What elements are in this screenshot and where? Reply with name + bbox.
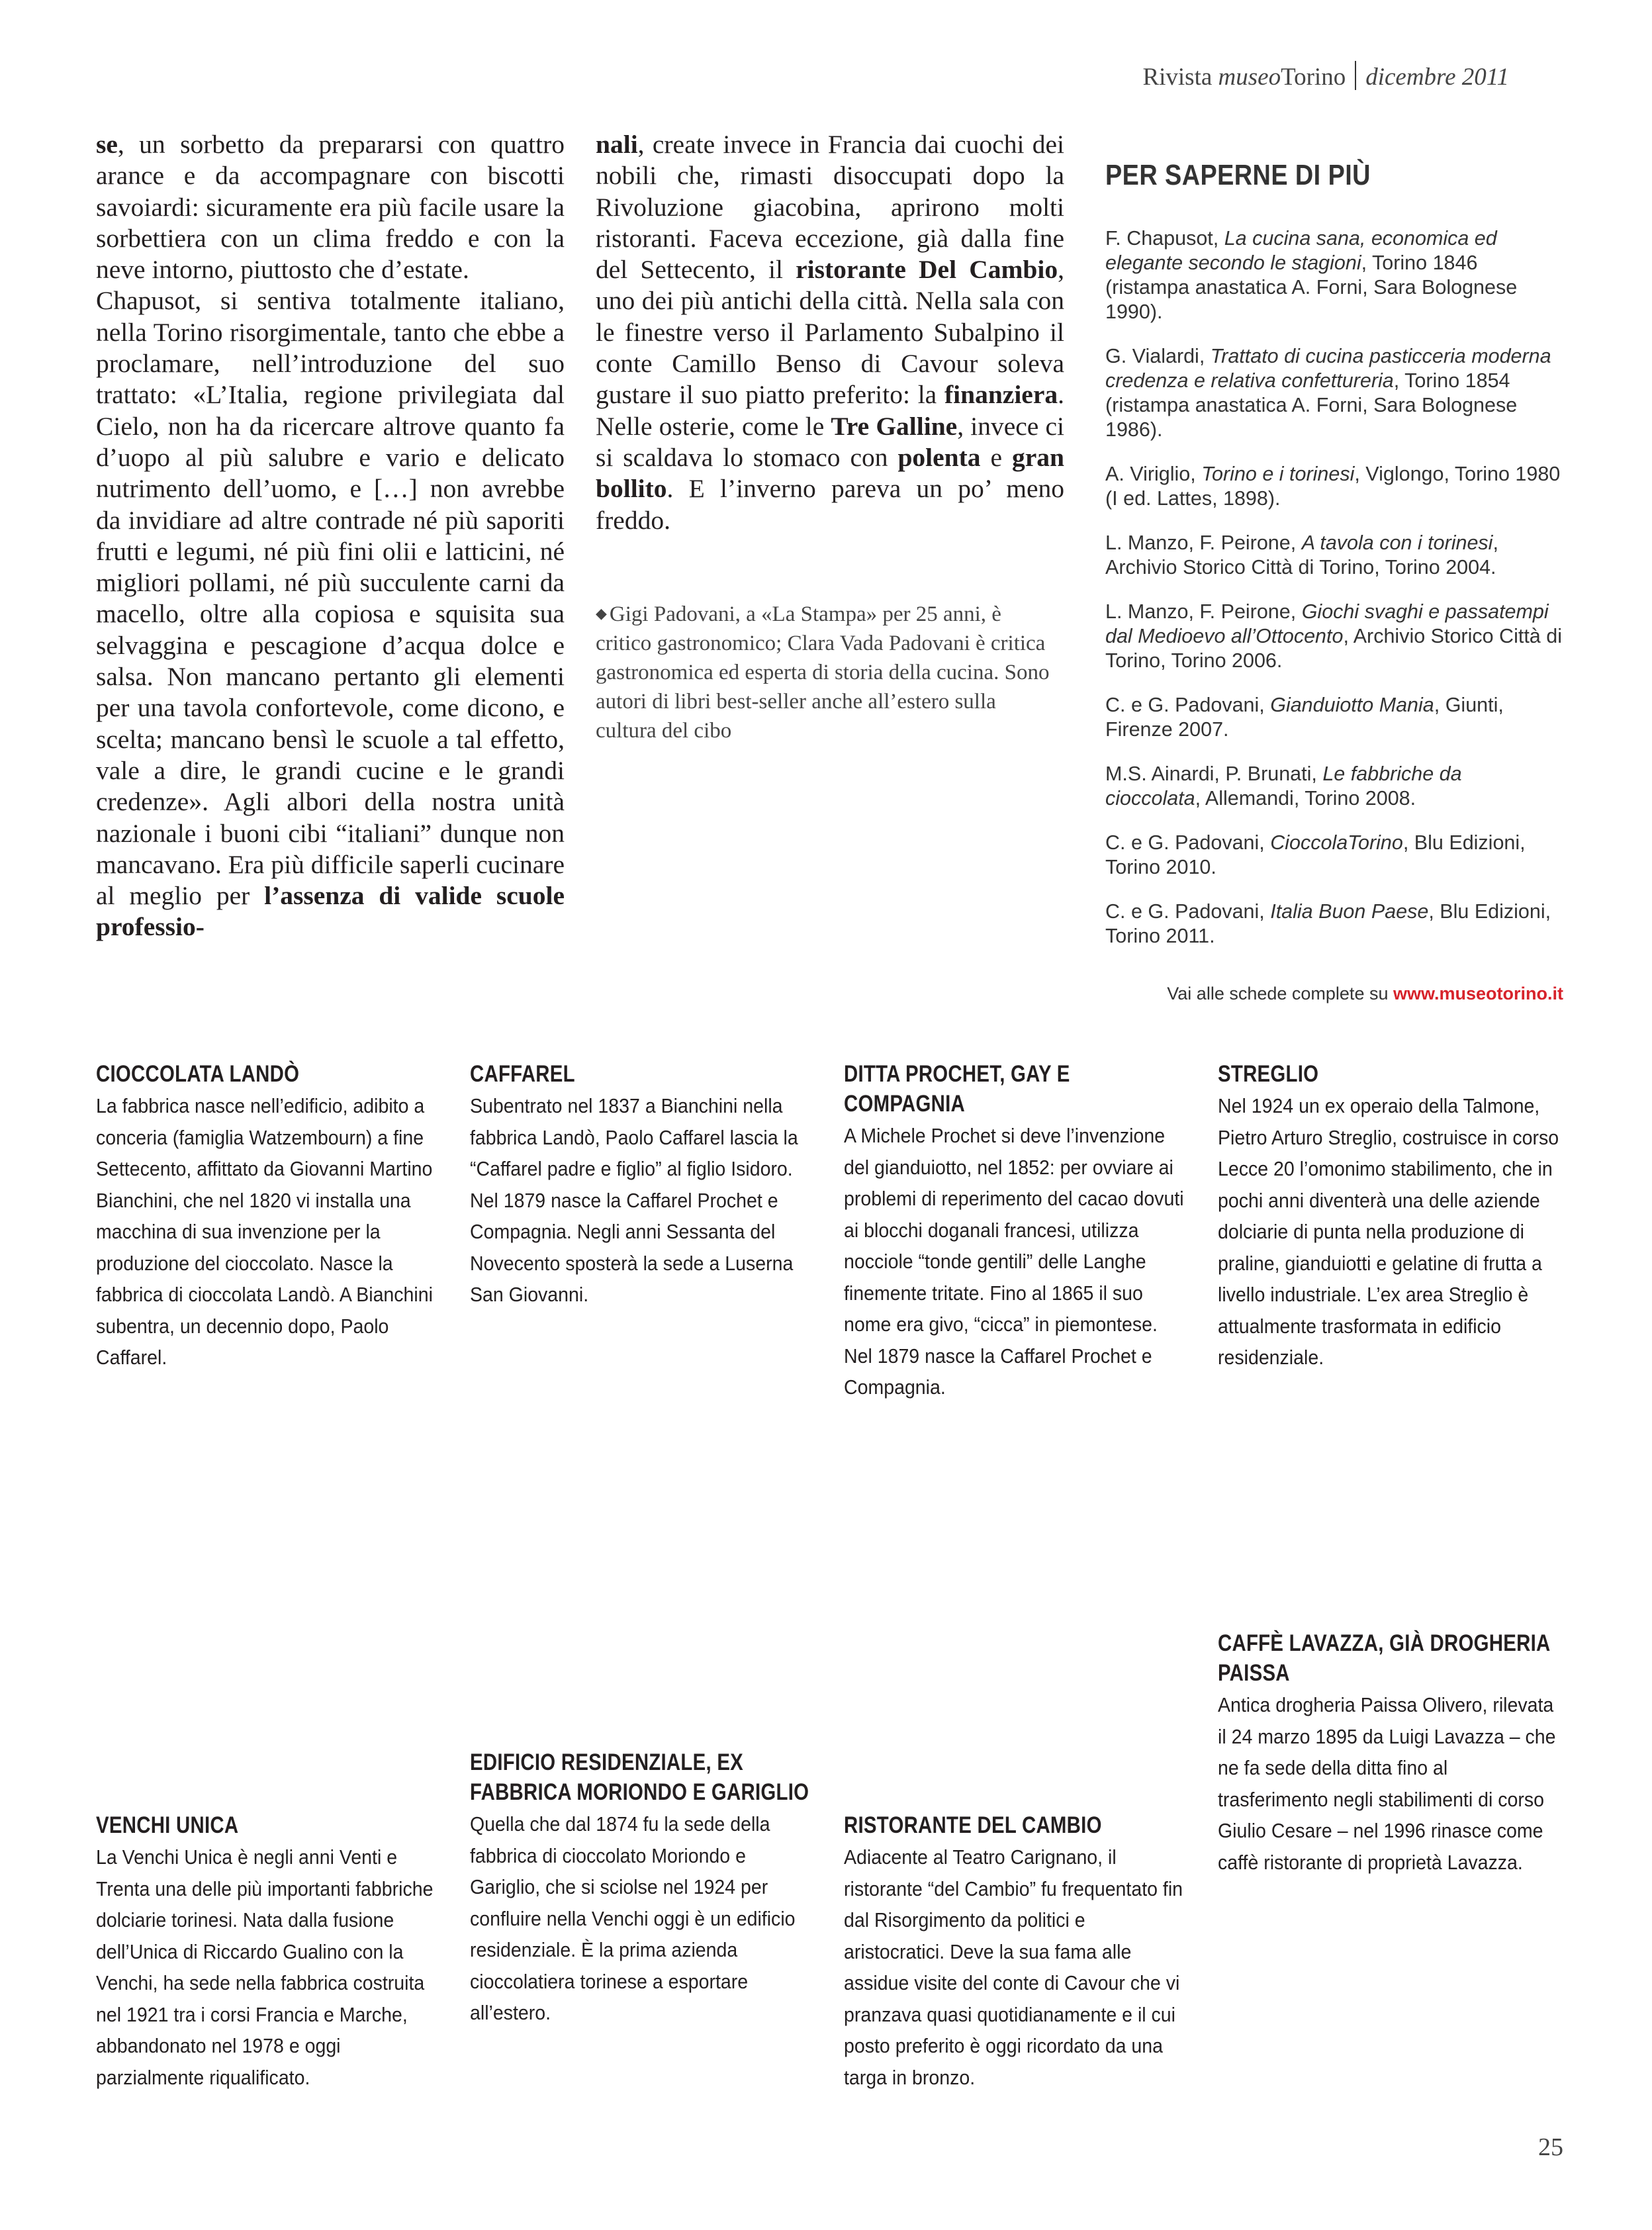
card-title: EDIFICIO RESIDENZIALE, EX FABBRICA MORIONDO E GARIGLIO (470, 1749, 809, 1805)
book-title: Trattato di cucina pasticceria moderna credenza e relativa confettureria (1105, 345, 1551, 392)
card-title: CIOCCOLATA LANDÒ (96, 1061, 300, 1087)
magazine-header (1142, 61, 1509, 91)
bibliography-item (1105, 600, 1562, 673)
text-run: M.S. Ainardi, P. Brunati, (1105, 763, 1323, 785)
book-title: Le fabbriche da cioccolata (1105, 763, 1462, 810)
text-run: , uno dei più antichi della città. Nella sala con le finestre verso il Parlamento Subalpino il conte Camillo Benso di Cavour soleva gustare il suo piatto preferito: la (596, 255, 1064, 410)
text-run: , Blu Edizioni, Torino 2011. (1105, 900, 1551, 947)
paragraph (96, 129, 565, 285)
book-title: A tavola con i torinesi (1301, 532, 1493, 554)
card-text: Antica drogheria Paissa Olivero, rilevata il 24 marzo 1895 da Luigi Lavazza – che ne fa sede della ditta fino al trasferimento negli stabilimenti di corso Giulio Cesare – nel 1996 rinasce come caffè ristorante di proprietà Lavazza. (1218, 1693, 1556, 1874)
card-ristorante-cambio (844, 1810, 1188, 2093)
text-run: L. Manzo, F. Peirone, (1105, 600, 1302, 623)
text-run: C. e G. Padovani, (1105, 900, 1271, 923)
card-text: Subentrato nel 1837 a Bianchini nella fabbrica Landò, Paolo Caffarel lascia la “Caffarel padre e figlio” al figlio Isidoro. Nel 1879 nasce la Caffarel Prochet e Compagnia. Negli anni Sessanta del Novecento sposterà la sede a Luserna San Giovanni. (470, 1094, 798, 1306)
text-run: , Allemandi, Torino 2008. (1195, 787, 1416, 810)
bibliography-item (1105, 344, 1562, 442)
book-title: La cucina sana, economica ed elegante secondo le stagioni (1105, 227, 1497, 274)
bold-text: nali (596, 130, 638, 159)
bibliography-item (1105, 762, 1562, 811)
card-ditta-prochet (844, 1059, 1188, 1403)
book-title: Giochi svaghi e passatempi dal Medioevo all’Ottocento (1105, 600, 1549, 647)
paragraph (596, 129, 1064, 536)
magazine-name-suffix: Torino (1281, 64, 1346, 91)
bibliography-item (1105, 831, 1562, 880)
book-title: Italia Buon Paese (1270, 900, 1429, 923)
card-caffarel (470, 1059, 814, 1311)
paragraph (96, 285, 565, 943)
text-run: . Nelle osterie, come le (596, 380, 1064, 441)
card-title: DITTA PROCHET, GAY E COMPAGNIA (844, 1061, 1070, 1117)
article-column-1 (96, 129, 565, 943)
text-run: e (980, 442, 1012, 472)
author-note (596, 599, 1059, 745)
author-note-text: Gigi Padovani, a «La Stampa» per 25 anni, è critico gastronomico; Clara Vada Padovani è critica gastronomica ed esperta di storia della cucina. Sono autori di libri best-seller anche all’estero sulla cultura del cibo (596, 602, 1050, 743)
book-title: Torino e i torinesi (1201, 463, 1355, 485)
website-link[interactable]: www.museotorino.it (1393, 984, 1563, 1003)
diamond-icon: ◆ (596, 605, 607, 622)
text-run: , invece ci si scaldava lo stomaco con (596, 411, 1064, 472)
card-title: CAFFAREL (470, 1061, 575, 1087)
bold-text: se (96, 130, 118, 159)
card-text: La fabbrica nasce nell’edificio, adibito a conceria (famiglia Watzembourn) a fine Settecento, affittato da Giovanni Martino Bianchini, che nel 1820 vi installa una macchina di sua invenzione per la produzione del cioccolato. Nasce la fabbrica di cioccolata Landò. A Bianchini subentra, un decennio dopo, Paolo Caffarel. (96, 1094, 433, 1369)
magazine-name-prefix: Rivista (1142, 64, 1218, 91)
card-title: RISTORANTE DEL CAMBIO (844, 1812, 1102, 1838)
text-run: L. Manzo, F. Peirone, (1105, 532, 1302, 554)
bibliography-item (1105, 900, 1562, 949)
card-edificio-moriondo (470, 1747, 814, 2029)
text-run: C. e G. Padovani, (1105, 694, 1271, 716)
text-run: . E l’inverno pareva un po’ meno freddo. (596, 474, 1064, 535)
bold-text: l’assenza di valide scuole professio- (96, 881, 565, 942)
bibliography (1105, 159, 1562, 968)
text-run: , Torino 1854 (ristampa anastatica A. Forni, Sara Bolognese 1986). (1105, 369, 1518, 441)
page-number: 25 (1538, 2133, 1563, 2161)
card-text: Nel 1924 un ex operaio della Talmone, Pietro Arturo Streglio, costruisce in corso Lecce 20 l’omonimo stabilimento, che in pochi anni diventerà una delle aziende dolciarie di punta nella produzione di praline, gianduiotti e gelatine di frutta a livello industriale. L’ex area Streglio è attualmente trasformata in edificio residenziale. (1218, 1094, 1559, 1369)
text-run: , Blu Edizioni, Torino 2010. (1105, 831, 1526, 878)
card-title: CAFFÈ LAVAZZA, GIÀ DROGHERIA PAISSA (1218, 1630, 1550, 1686)
text-run: , Archivio Storico Città di Torino, Torino 2004. (1105, 532, 1498, 579)
text-run: C. e G. Padovani, (1105, 831, 1271, 854)
bold-text: polenta (897, 442, 981, 472)
card-title: STREGLIO (1218, 1061, 1319, 1087)
card-text: La Venchi Unica è negli anni Venti e Trenta una delle più importanti fabbriche dolciarie torinesi. Nata dalla fusione dell’Unica di Riccardo Gualino con la Venchi, ha sede nella fabbrica costruita nel 1921 tra i corsi Francia e Marche, abbandonato nel 1978 e oggi parzialmente riqualificato. (96, 1845, 434, 2089)
bibliography-item (1105, 693, 1562, 742)
website-link-prefix: Vai alle schede complete su (1167, 984, 1393, 1003)
bibliography-list (1105, 226, 1562, 949)
bold-text: Tre Galline (831, 411, 958, 441)
text-run: Chapusot, si sentiva totalmente italiano, nella Torino risorgimentale, tanto che ebbe a proclamare, nell’introduzione del suo trattato: «L’Italia, regione privilegiata dal Cielo, non ha da ricercare altrove quanto fa d’uopo al più salubre e vario e delicato nutrimento dell’uomo, e […] non avrebbe da invidiare ad altre contrade né più saporiti frutti e legumi, né più fini olii e latticini, né migliori pollami, né più succulente carni da macello, oltre alla copiosa e squisita sua selvaggina e pescagione d’acqua dolce e salsa. Non mancano pertanto gli elementi per una tavola confortevole, come dicono, e scelta; mancano bensì le scuole a tal effetto, vale a dire, le grandi cucine e le grandi credenze». Agli albori della nostra unità nazionale i buoni cibi “italiani” dunque non mancavano. Era più difficile saperli cucinare al meglio per (96, 286, 565, 911)
text-run: , Torino 1846 (ristampa anastatica A. Forni, Sara Bolognese 1990). (1105, 252, 1518, 323)
bold-text: finanziera (944, 380, 1058, 410)
card-venchi-unica (96, 1810, 440, 2093)
card-text: A Michele Prochet si deve l’invenzione del gianduiotto, nel 1852: per ovviare ai problemi di reperimento del cacao dovuti ai blocchi doganali francesi, utilizza nocciole “tonde gentili” delle Langhe finemente tritate. Fino al 1865 il suo nome era givo, “cicca” in piemontese. Nel 1879 nasce la Caffarel Prochet e Compagnia. (844, 1124, 1184, 1399)
text-run: , Archivio Storico Città di Torino, Torino 2006. (1105, 625, 1562, 672)
article-column-2 (596, 129, 1064, 536)
text-run: , create invece in Francia dai cuochi dei nobili che, rimasti disoccupati dopo la Rivoluzione giacobina, aprirono molti ristoranti. Faceva eccezione, già dalla fine del Settecento, il (596, 130, 1064, 285)
text-run: A. Viriglio, (1105, 463, 1202, 485)
card-cioccolata-lando (96, 1059, 440, 1373)
card-caffe-lavazza (1218, 1628, 1562, 1878)
book-title: CioccolaTorino (1270, 831, 1403, 854)
book-title: Gianduiotto Mania (1270, 694, 1434, 716)
issue-date: dicembre 2011 (1365, 64, 1509, 91)
text-run: F. Chapusot, (1105, 227, 1224, 250)
bibliography-item (1105, 226, 1562, 324)
card-streglio (1218, 1059, 1562, 1373)
card-title: VENCHI UNICA (96, 1812, 239, 1838)
text-run: , Giunti, Firenze 2007. (1105, 694, 1504, 741)
bibliography-item (1105, 462, 1562, 511)
text-run: , un sorbetto da prepararsi con quattro arance e da accompagnare con biscotti savoiardi: sicuramente era più facile usare la sorbettiera con un clima freddo e con la neve intorno, piuttosto che d’estate. (96, 130, 565, 285)
text-run: , Viglongo, Torino 1980 (I ed. Lattes, 1898). (1105, 463, 1561, 510)
card-text: Quella che dal 1874 fu la sede della fabbrica di cioccolato Moriondo e Gariglio, che si sciolse nel 1924 per confluire nella Venchi oggi è un edificio residenziale. È la prima azienda cioccolatiera torinese a esportare all’estero. (470, 1812, 796, 2024)
website-link-line (1167, 984, 1563, 1004)
bibliography-item (1105, 531, 1562, 580)
text-run: G. Vialardi, (1105, 345, 1211, 367)
bold-text: ristorante Del Cambio (796, 255, 1058, 285)
magazine-name-italic: museo (1218, 64, 1281, 91)
card-text: Adiacente al Teatro Carignano, il ristorante “del Cambio” fu frequentato fin dal Risorgimento da politici e aristocratici. Deve la sua fama alle assidue visite del conte di Cavour che vi pranzava quasi quotidianamente e il cui posto preferito è oggi ricordato da una targa in bronzo. (844, 1845, 1183, 2089)
bold-text: gran bollito (596, 442, 1064, 504)
bibliography-title: PER SAPERNE DI PIÙ (1105, 159, 1371, 191)
header-divider (1355, 61, 1356, 90)
